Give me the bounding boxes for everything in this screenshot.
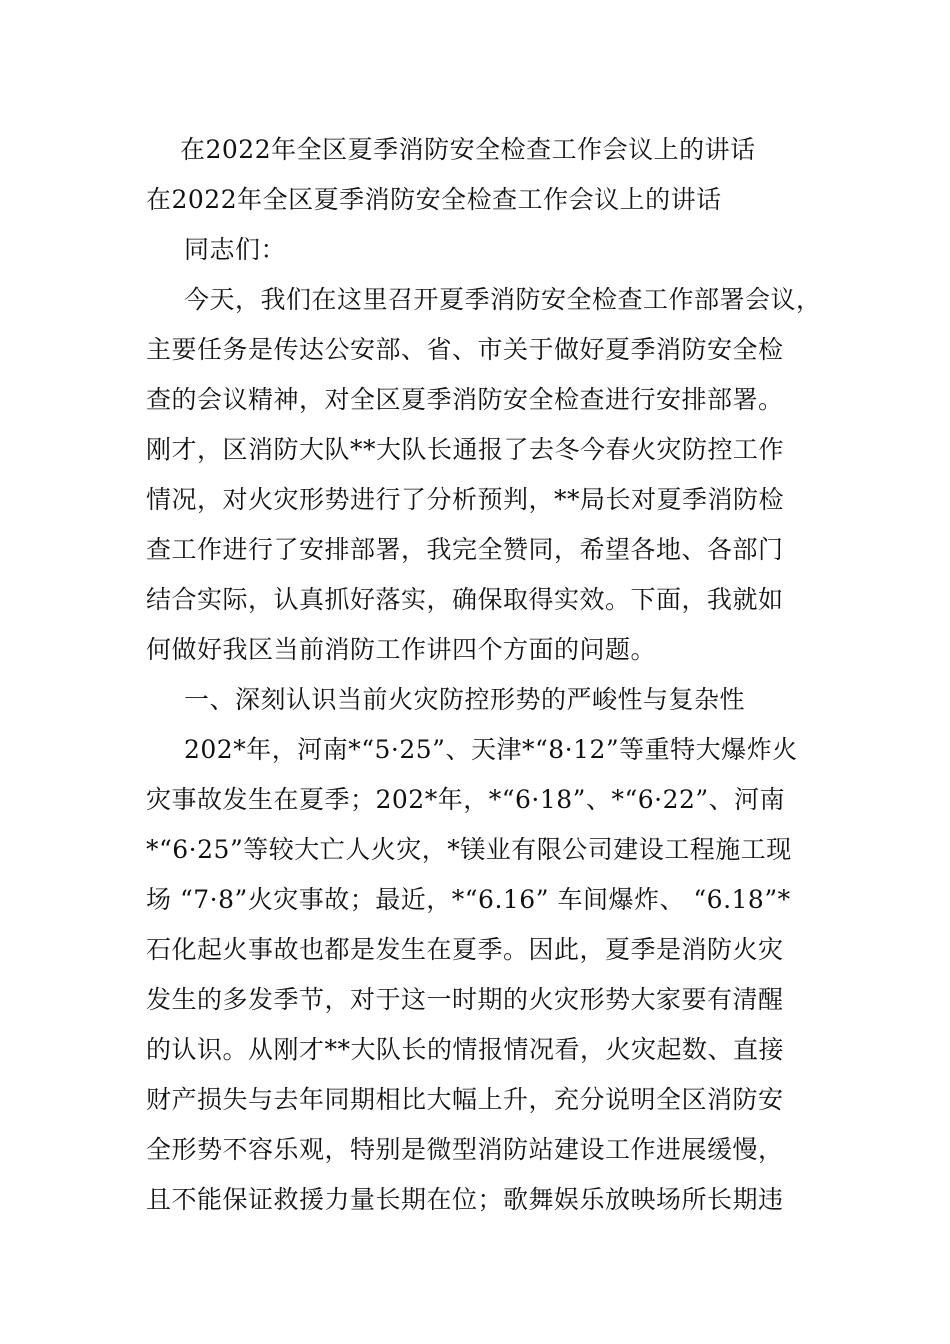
paragraph-line: 情况，对火灾形势进行了分析预判，**局长对夏季消防检 [146,485,785,514]
title-line-1: 在2022年全区夏季消防安全检查工作会议上的讲话 [180,135,756,164]
paragraph-line: 202*年，河南*“5·25”、天津*“8·12”等重特大爆炸火 [184,735,798,764]
paragraph-line: 主要任务是传达公安部、省、市关于做好夏季消防安全检 [146,335,784,364]
paragraph-line: *“6·25”等较大亡人火灾，*镁业有限公司建设工程施工现 [146,835,792,864]
paragraph-line: 的认识。从刚才**大队长的情报情况看，火灾起数、直接 [146,1035,785,1064]
paragraph-line: 结合实际，认真抓好落实，确保取得实效。下面，我就如 [146,585,784,614]
paragraph-line: 且不能保证救援力量长期在位；歌舞娱乐放映场所长期违 [146,1185,784,1214]
paragraph-line: 查工作进行了安排部署，我完全赞同，希望各地、各部门 [146,535,784,564]
paragraph-line: 石化起火事故也都是发生在夏季。因此，夏季是消防火灾 [146,935,784,964]
title-line-2: 在2022年全区夏季消防安全检查工作会议上的讲话 [146,185,722,214]
salutation: 同志们： [184,235,287,264]
paragraph-line: 发生的多发季节，对于这一时期的火灾形势大家要有清醒 [146,985,784,1014]
paragraph-line: 全形势不容乐观，特别是微型消防站建设工作进展缓慢， [146,1135,784,1164]
paragraph-line: 场 “7·8”火灾事故；最近，*“6.16” 车间爆炸、 “6.18”* [146,885,791,914]
paragraph-line: 查的会议精神，对全区夏季消防安全检查进行安排部署。 [146,385,784,414]
paragraph-line: 今天，我们在这里召开夏季消防安全检查工作部署会议， [184,285,822,314]
section-heading: 一、深刻认识当前火灾防控形势的严峻性与复杂性 [184,685,746,714]
paragraph-line: 财产损失与去年同期相比大幅上升，充分说明全区消防安 [146,1085,784,1114]
paragraph-line: 何做好我区当前消防工作讲四个方面的问题。 [146,635,657,664]
paragraph-line: 灾事故发生在夏季；202*年，*“6·18”、*“6·22”、河南 [146,785,786,814]
paragraph-line: 刚才，区消防大队**大队长通报了去冬今春火灾防控工作 [146,435,785,464]
